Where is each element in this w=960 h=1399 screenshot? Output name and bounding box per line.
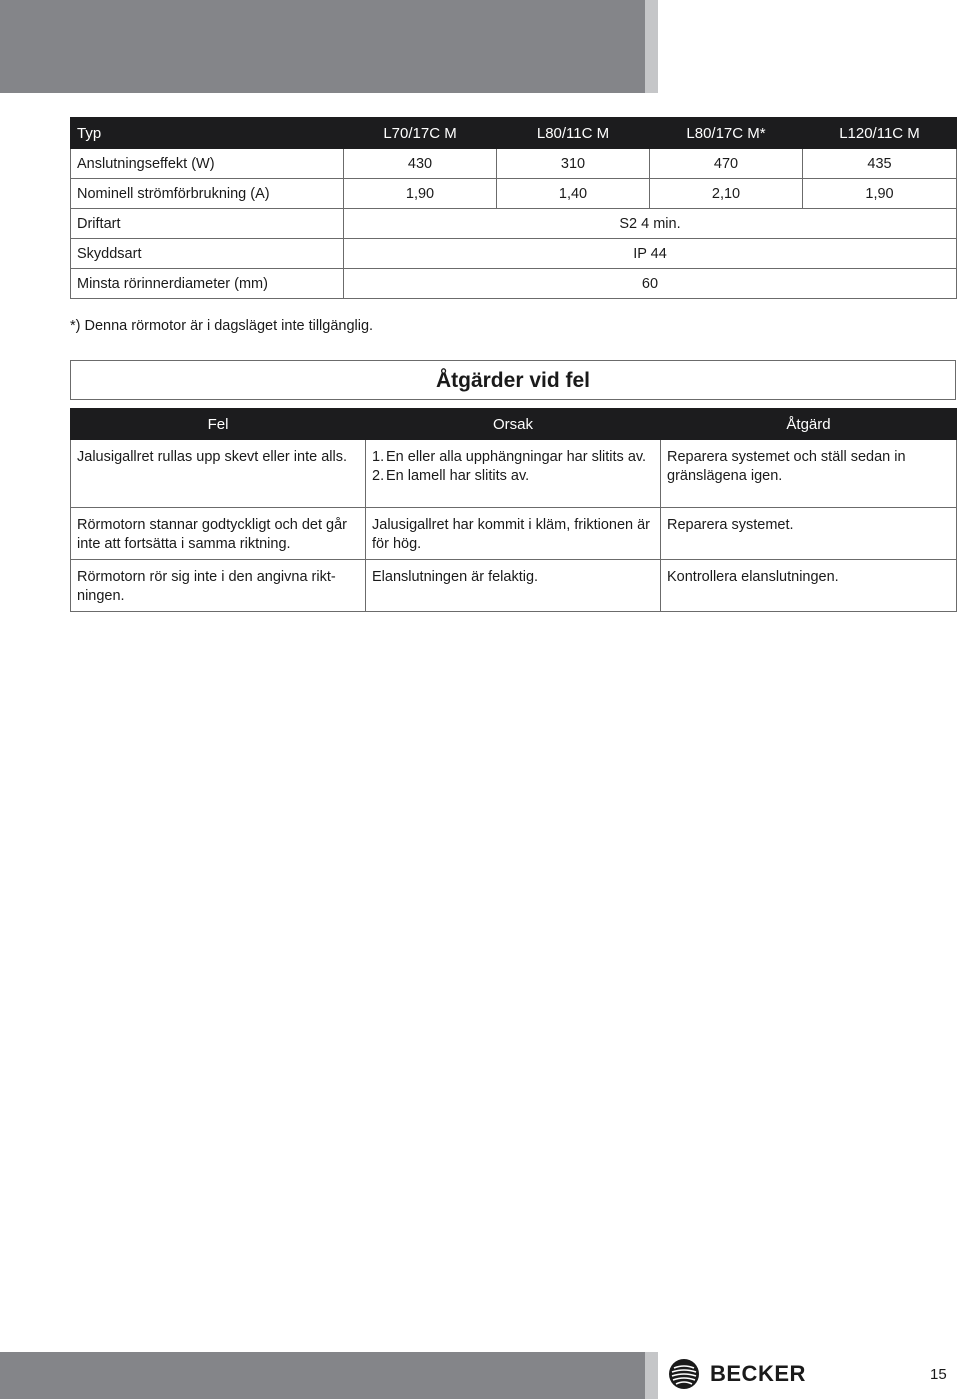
fault-cell: Rörmotorn rör sig inte i den angivna riktningen. <box>71 560 366 612</box>
cause-cell <box>366 440 661 508</box>
cell-value: 470 <box>650 149 803 179</box>
spec-header-col: L80/11C M <box>497 118 650 149</box>
remedy-cell: Kontrollera elanslutningen. <box>661 560 957 612</box>
spec-header-row <box>71 118 957 149</box>
footer-band <box>0 1352 645 1399</box>
faults-table <box>70 408 957 612</box>
table-row <box>71 560 957 612</box>
fault-cell: Jalusigallret rullas upp skevt eller inte alls. <box>71 440 366 508</box>
page-number: 15 <box>930 1366 947 1383</box>
row-label: Anslutningseffekt (W) <box>71 149 344 179</box>
cell-value: 1,90 <box>344 179 497 209</box>
table-row <box>71 179 957 209</box>
remedy-cell: Reparera systemet och ställ sedan in gränslägena igen. <box>661 440 957 508</box>
brand-logo <box>668 1358 806 1390</box>
cause-cell: Jalusigallret har kommit i kläm, friktionen är för hög. <box>366 508 661 560</box>
table-row <box>71 209 957 239</box>
cell-value: 1,40 <box>497 179 650 209</box>
list-number: 2. <box>372 468 385 484</box>
table-row <box>71 508 957 560</box>
table-row <box>71 149 957 179</box>
cell-value: 2,10 <box>650 179 803 209</box>
footnote: *) Denna rörmotor är i dagsläget inte tillgänglig. <box>70 318 374 334</box>
table-row <box>71 269 957 299</box>
cell-value-merged: 60 <box>344 269 957 299</box>
cell-value-merged: S2 4 min. <box>344 209 957 239</box>
list-text: En eller alla upphängningar har slitits av. <box>386 449 647 465</box>
row-label: Driftart <box>71 209 344 239</box>
row-label: Skyddsart <box>71 239 344 269</box>
header-band-accent <box>645 0 658 93</box>
table-row <box>71 239 957 269</box>
cause-list-item <box>372 467 654 486</box>
table-row <box>71 440 957 508</box>
spec-header-col: L80/17C M* <box>650 118 803 149</box>
cell-value: 435 <box>803 149 957 179</box>
faults-header-row <box>71 409 957 440</box>
spec-header-col: L70/17C M <box>344 118 497 149</box>
cause-cell: Elanslutningen är felaktig. <box>366 560 661 612</box>
fault-cell: Rörmotorn stannar godtyckligt och det går inte att fortsätta i samma riktning. <box>71 508 366 560</box>
spec-header-typ: Typ <box>71 118 344 149</box>
list-text: En lamell har slitits av. <box>386 468 530 484</box>
remedy-cell: Reparera systemet. <box>661 508 957 560</box>
cell-value: 430 <box>344 149 497 179</box>
cell-value: 1,90 <box>803 179 957 209</box>
cause-list-item <box>372 448 654 467</box>
spec-table <box>70 117 957 299</box>
cell-value: 310 <box>497 149 650 179</box>
becker-logo-icon <box>668 1358 700 1390</box>
cell-value-merged: IP 44 <box>344 239 957 269</box>
brand-name: BECKER <box>710 1361 806 1386</box>
row-label: Minsta rörinnerdiameter (mm) <box>71 269 344 299</box>
footer-band-accent <box>645 1352 658 1399</box>
row-label: Nominell strömförbrukning (A) <box>71 179 344 209</box>
faults-header-orsak: Orsak <box>366 409 661 440</box>
list-number: 1. <box>372 449 385 465</box>
spec-header-col: L120/11C M <box>803 118 957 149</box>
faults-header-fel: Fel <box>71 409 366 440</box>
section-title: Åtgärder vid fel <box>70 360 956 400</box>
faults-header-atgard: Åtgärd <box>661 409 957 440</box>
header-band <box>0 0 645 93</box>
